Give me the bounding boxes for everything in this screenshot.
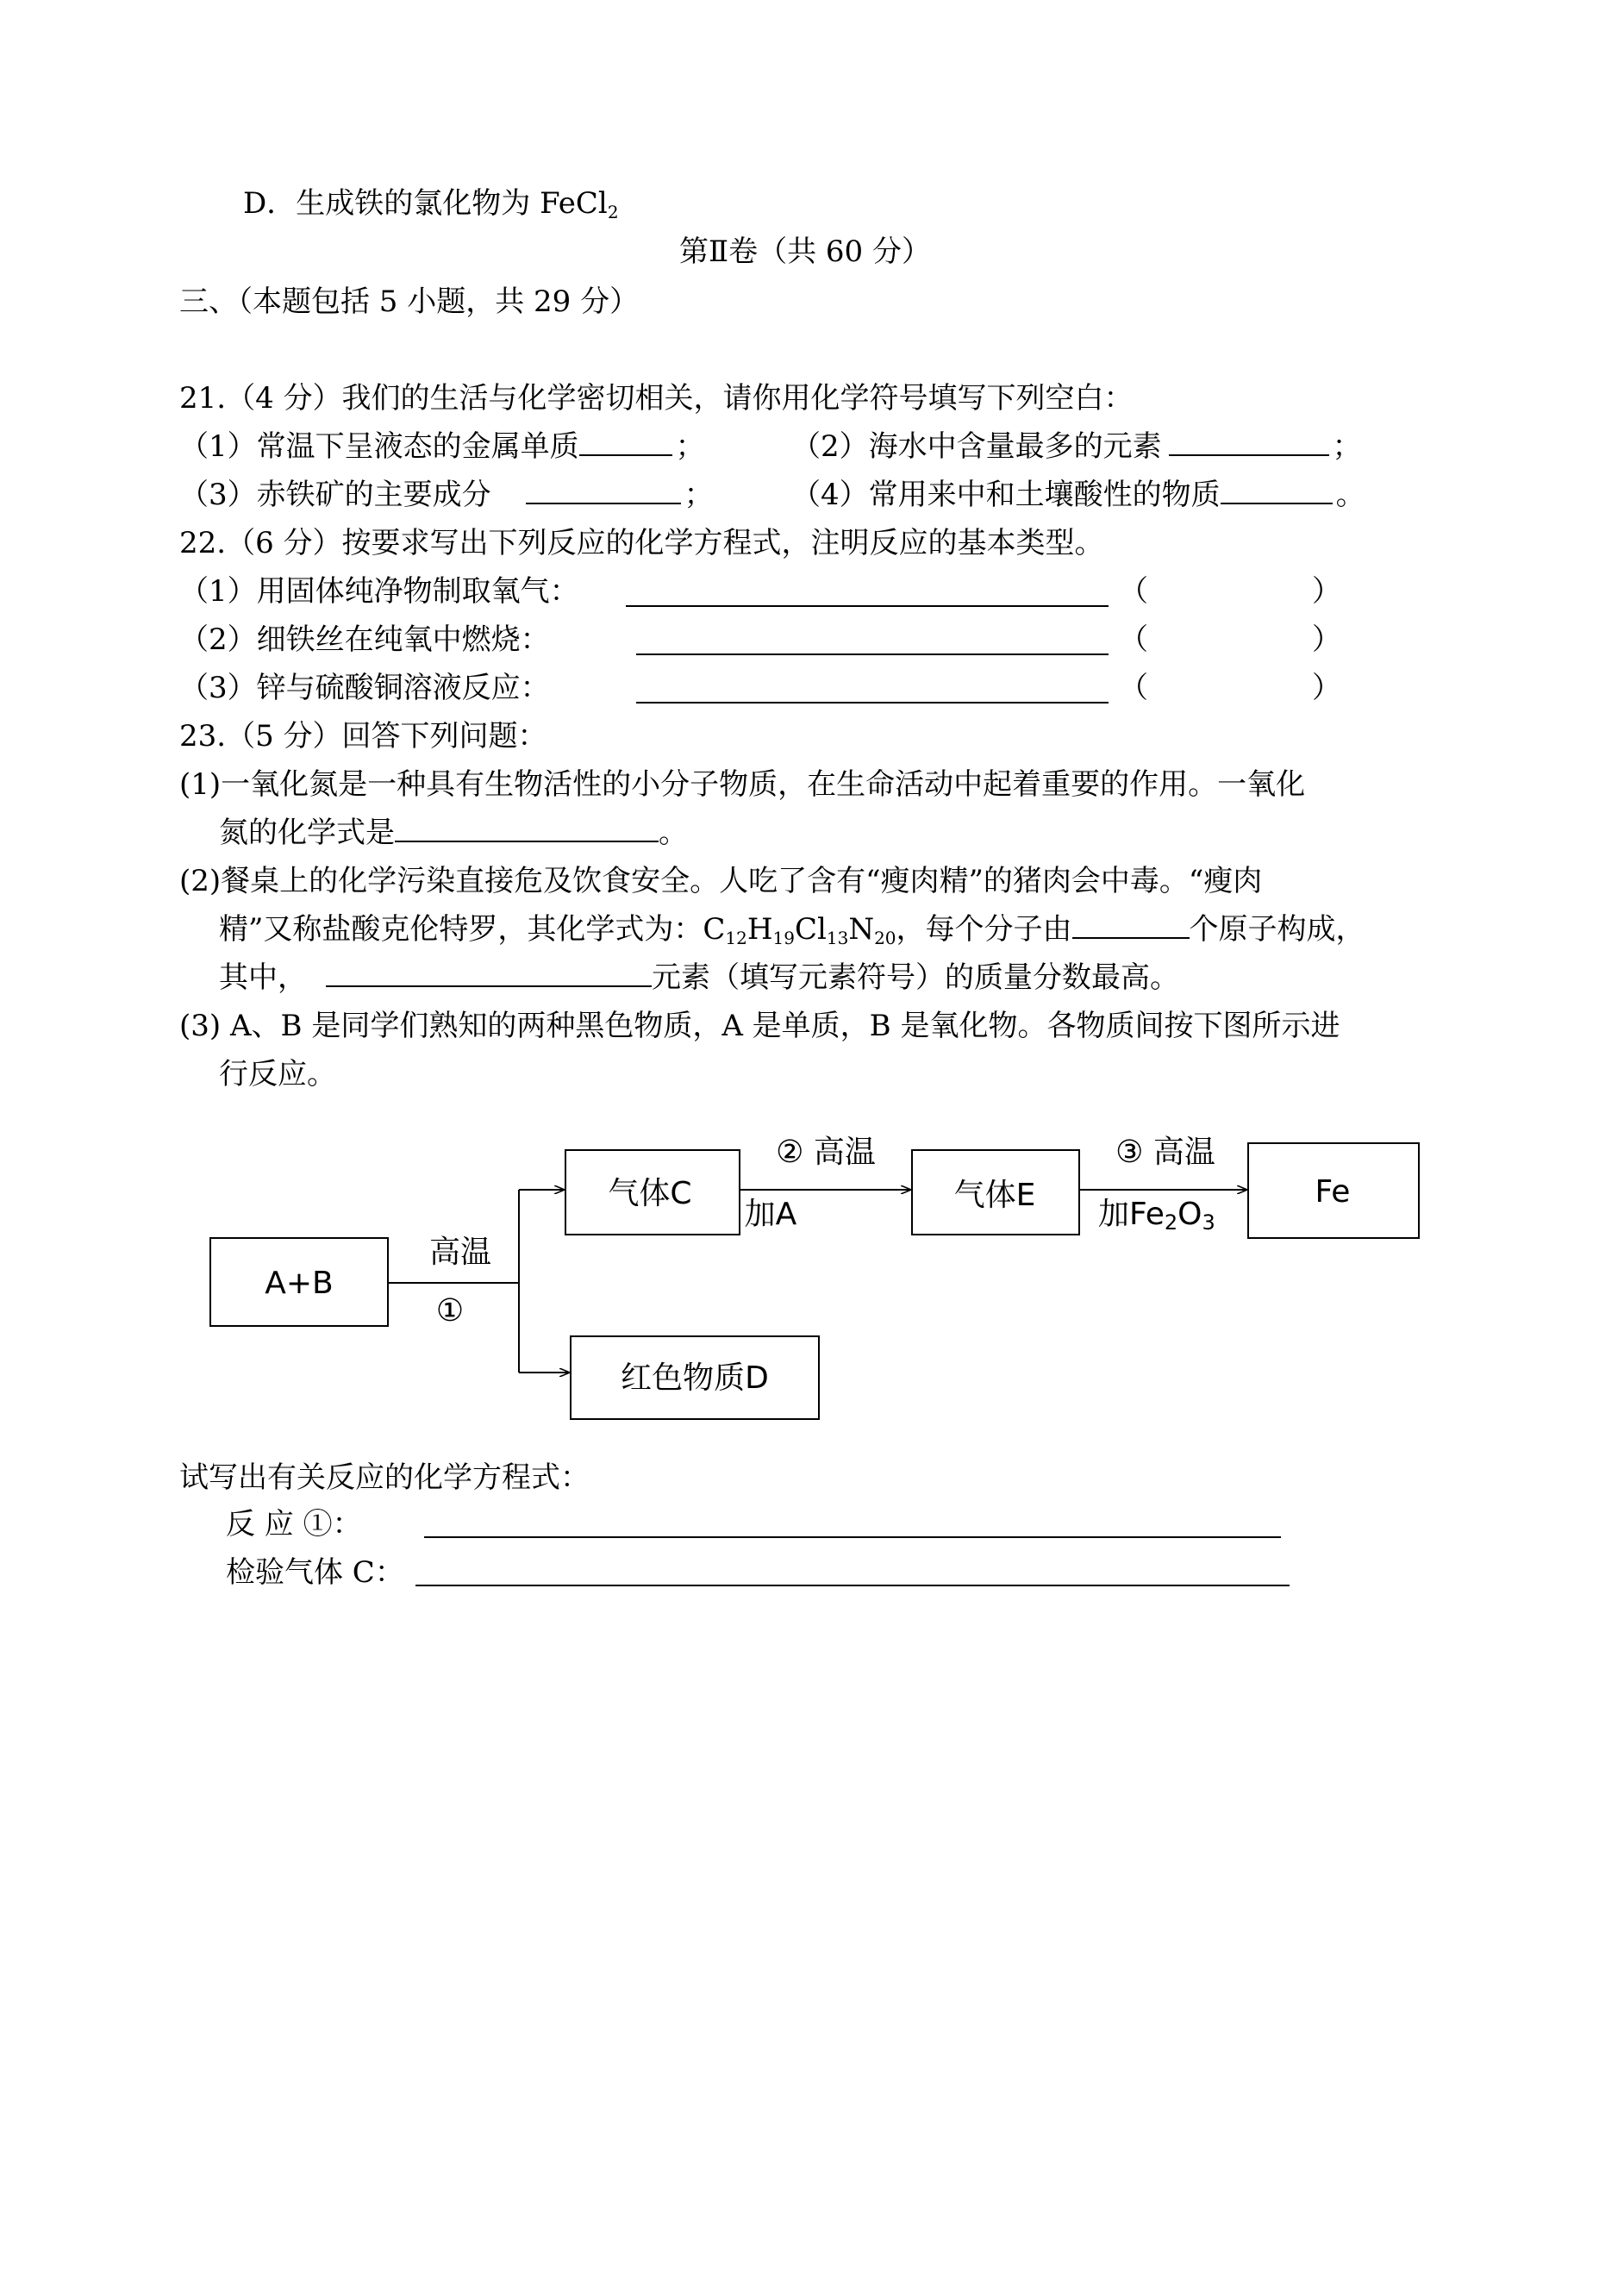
q22-part3-text: （3）锌与硫酸铜溶液反应： xyxy=(179,671,550,705)
q23-p2-sub4: 20 xyxy=(874,928,896,948)
q21-part4-blank[interactable] xyxy=(1221,477,1333,504)
q23-p2-sub2: 19 xyxy=(772,928,795,948)
q23-p2-text-b: ，每个分子由 xyxy=(896,912,1072,947)
box-ab-label: A+B xyxy=(265,1266,334,1301)
q22-part2-text: （2）细铁丝在纯氧中燃烧： xyxy=(179,622,550,657)
label-add-fe2o3-mid: O xyxy=(1177,1197,1202,1232)
q23-p1-blank[interactable] xyxy=(395,815,659,842)
part2-title: 第Ⅱ卷（共 60 分） xyxy=(679,235,931,269)
q23-p1-line1: (1)一氧化氮是一种具有生物活性的小分子物质，在生命活动中起着重要的作用。一氧化 xyxy=(179,767,1306,802)
q21-row1-right xyxy=(791,428,1362,466)
q23-p3-line1: (3) A、B 是同学们熟知的两种黑色物质，A 是单质，B 是氧化物。各物质间按下图所示进 xyxy=(179,1009,1340,1043)
label-add-fe2o3-sub2: 3 xyxy=(1202,1210,1215,1235)
q22-part2-rparen: ） xyxy=(1312,622,1341,657)
q21-part1-blank[interactable] xyxy=(579,428,672,456)
test-gas-c-label: 检验气体 C： xyxy=(226,1555,404,1590)
q23-p2-line1: (2)餐桌上的化学污染直接危及饮食安全。人吃了含有“瘦肉精”的猪肉会中毒。“瘦肉 xyxy=(179,864,1263,898)
q23-stem: 23.（5 分）回答下列问题： xyxy=(179,719,547,754)
label-step-3: ③ 高温 xyxy=(1115,1135,1215,1170)
q23-p1-text: 氮的化学式是 xyxy=(219,816,395,850)
q21-row1 xyxy=(179,428,705,466)
test-gas-c-blank[interactable] xyxy=(415,1559,1290,1586)
q23-p2-cl: Cl xyxy=(794,912,827,947)
q23-p3-line2: 行反应。 xyxy=(219,1057,336,1091)
q22-part1-text: （1）用固体纯净物制取氧气： xyxy=(179,574,579,609)
q23-p2-sub3: 13 xyxy=(826,928,849,948)
q21-sep1: ； xyxy=(675,429,705,464)
label-add-fe2o3-pre: 加Fe xyxy=(1098,1197,1165,1232)
q21-part1-text: （1）常温下呈液态的金属单质 xyxy=(179,429,579,464)
q23-p2-text-e: 元素（填写元素符号）的质量分数最高。 xyxy=(652,960,1179,995)
q23-p2-blank2[interactable] xyxy=(326,960,652,987)
q22-part1-lparen: （ xyxy=(1119,574,1148,609)
write-equations: 试写出有关反应的化学方程式： xyxy=(179,1460,590,1495)
box-gas-c-label: 气体C xyxy=(608,1176,692,1211)
q23-p2-text-d: 其中， xyxy=(219,960,307,995)
q21-part3-blank[interactable] xyxy=(526,477,681,504)
q22-row3 xyxy=(179,669,550,707)
q21-row2 xyxy=(179,476,714,514)
q21-part2-blank[interactable] xyxy=(1169,428,1329,456)
label-add-fe2o3 xyxy=(1098,1197,1215,1235)
box-red-d-label: 红色物质D xyxy=(621,1360,769,1396)
label-step-1: ① xyxy=(435,1293,465,1329)
reaction-flow-diagram xyxy=(207,1121,1448,1448)
label-gaowen-1: 高温 xyxy=(428,1235,492,1270)
option-d xyxy=(243,184,619,231)
box-gas-e-label: 气体E xyxy=(953,1178,1036,1213)
box-fe-label: Fe xyxy=(1315,1174,1351,1210)
reaction1-blank[interactable] xyxy=(424,1510,1281,1538)
reaction1-label: 反 应 ①： xyxy=(226,1507,362,1541)
q22-row1 xyxy=(179,572,579,610)
q21-part4-text: （4）常用来中和土壤酸性的物质 xyxy=(791,478,1221,512)
q22-part1-blank[interactable] xyxy=(626,579,1109,607)
label-step-2: ② 高温 xyxy=(776,1135,876,1170)
q21-part3-text: （3）赤铁矿的主要成分 xyxy=(179,478,491,512)
q22-part1-rparen: ） xyxy=(1312,574,1341,609)
q23-p2-n: N xyxy=(848,912,875,947)
option-d-text: D．生成铁的氯化物为 FeCl xyxy=(243,186,608,221)
section3-heading: 三、（本题包括 5 小题，共 29 分） xyxy=(179,285,640,319)
q23-p1-line2 xyxy=(219,814,688,852)
q23-p2-line3 xyxy=(219,959,1179,997)
q22-row2 xyxy=(179,621,550,659)
q23-p2-blank1[interactable] xyxy=(1072,911,1190,939)
q22-stem: 22.（6 分）按要求写出下列反应的化学方程式，注明反应的基本类型。 xyxy=(179,526,1104,560)
q21-sep3: ； xyxy=(684,478,714,512)
q22-part2-lparen: （ xyxy=(1119,622,1148,657)
label-add-a: 加A xyxy=(744,1197,797,1232)
q21-end: 。 xyxy=(1335,478,1365,512)
q23-p2-h: H xyxy=(746,912,773,947)
q21-row2-right xyxy=(791,476,1365,514)
q21-stem: 21.（4 分）我们的生活与化学密切相关，请你用化学符号填写下列空白： xyxy=(179,381,1134,416)
q23-p2-sub1: 12 xyxy=(725,928,747,948)
q23-p1-end: 。 xyxy=(659,816,688,850)
option-d-sub: 2 xyxy=(607,202,619,222)
q23-p2-formula-intro: 精”又称盐酸克伦特罗，其化学式为：C xyxy=(219,912,726,947)
q23-p2-line2 xyxy=(219,910,1365,957)
q22-part2-blank[interactable] xyxy=(636,628,1109,655)
q22-part3-rparen: ） xyxy=(1312,671,1341,705)
label-add-fe2o3-sub1: 2 xyxy=(1164,1210,1178,1235)
q21-part2-text: （2）海水中含量最多的元素 xyxy=(791,429,1162,464)
q21-sep2: ； xyxy=(1332,429,1362,464)
q23-p2-text-c: 个原子构成， xyxy=(1189,912,1365,947)
q22-part3-lparen: （ xyxy=(1119,671,1148,705)
q22-part3-blank[interactable] xyxy=(636,676,1109,704)
